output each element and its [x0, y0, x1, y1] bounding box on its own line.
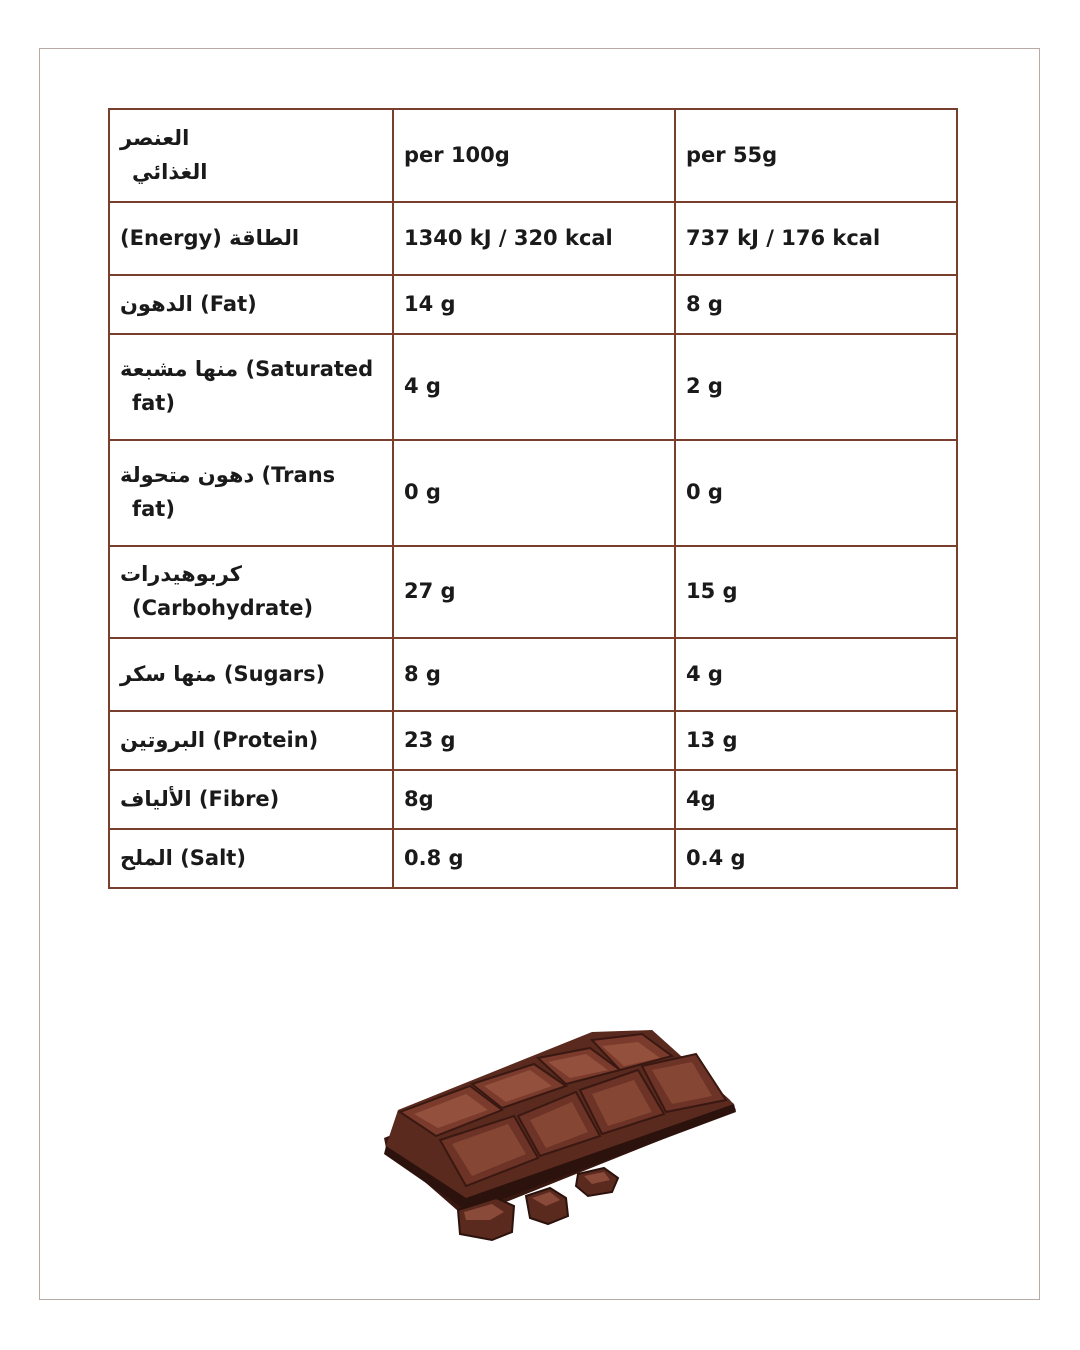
per55-value: 0.4 g: [675, 829, 957, 888]
table-row: [109, 546, 957, 638]
nutrient-name-cont: fat): [132, 497, 175, 521]
per55-value: 8 g: [675, 275, 957, 334]
table-row: [109, 202, 957, 275]
per100-value: 4 g: [393, 334, 675, 440]
nutrient-name: منها مشبعة (Saturated: [120, 357, 374, 382]
nutrient-cell: [109, 829, 393, 888]
header-per55-cell: per 55g: [675, 109, 957, 202]
nutrient-name-cont: (Carbohydrate): [132, 596, 314, 620]
header-nutrient-cell: [109, 109, 393, 202]
per100-value: 23 g: [393, 711, 675, 770]
nutrient-name: منها سكر (Sugars): [120, 661, 326, 686]
table-row: [109, 770, 957, 829]
table-row: [109, 275, 957, 334]
per55-value: 2 g: [675, 334, 957, 440]
table-row: [109, 440, 957, 546]
nutrient-name: كربوهيدرات: [120, 562, 242, 587]
nutrient-cell: [109, 275, 393, 334]
per55-value: 4 g: [675, 638, 957, 711]
header-nutrient-line2: الغذائي: [132, 159, 208, 184]
per55-value: 4g: [675, 770, 957, 829]
nutrient-cell: [109, 440, 393, 546]
per100-value: 8 g: [393, 638, 675, 711]
nutrient-name: البروتين (Protein): [120, 727, 319, 752]
nutrient-cell: [109, 202, 393, 275]
chocolate-bar-illustration: [380, 1028, 740, 1243]
table-row: [109, 711, 957, 770]
table-header-row: [109, 109, 957, 202]
per55-value: 13 g: [675, 711, 957, 770]
nutrient-cell: [109, 711, 393, 770]
nutrient-name: الدهون (Fat): [120, 291, 257, 316]
table-row: [109, 638, 957, 711]
nutrient-cell: [109, 334, 393, 440]
nutrient-name-cont: fat): [132, 391, 175, 415]
per100-value: 14 g: [393, 275, 675, 334]
table-row: [109, 829, 957, 888]
header-per100-cell: per 100g: [393, 109, 675, 202]
nutrient-cell: [109, 546, 393, 638]
per100-value: 27 g: [393, 546, 675, 638]
nutrient-cell: [109, 770, 393, 829]
nutrition-table: [108, 108, 958, 889]
header-nutrient-line1: العنصر: [120, 125, 190, 150]
per55-value: 737 kJ / 176 kcal: [675, 202, 957, 275]
table-row: [109, 334, 957, 440]
nutrient-name: الألياف (Fibre): [120, 786, 280, 811]
per100-value: 1340 kJ / 320 kcal: [393, 202, 675, 275]
per100-value: 8g: [393, 770, 675, 829]
nutrient-cell: [109, 638, 393, 711]
nutrient-name: دهون متحولة (Trans: [120, 463, 336, 488]
per55-value: 15 g: [675, 546, 957, 638]
per55-value: 0 g: [675, 440, 957, 546]
nutrient-name: الملح (Salt): [120, 845, 246, 870]
per100-value: 0.8 g: [393, 829, 675, 888]
nutrient-name: (Energy) الطاقة: [120, 225, 300, 250]
per100-value: 0 g: [393, 440, 675, 546]
